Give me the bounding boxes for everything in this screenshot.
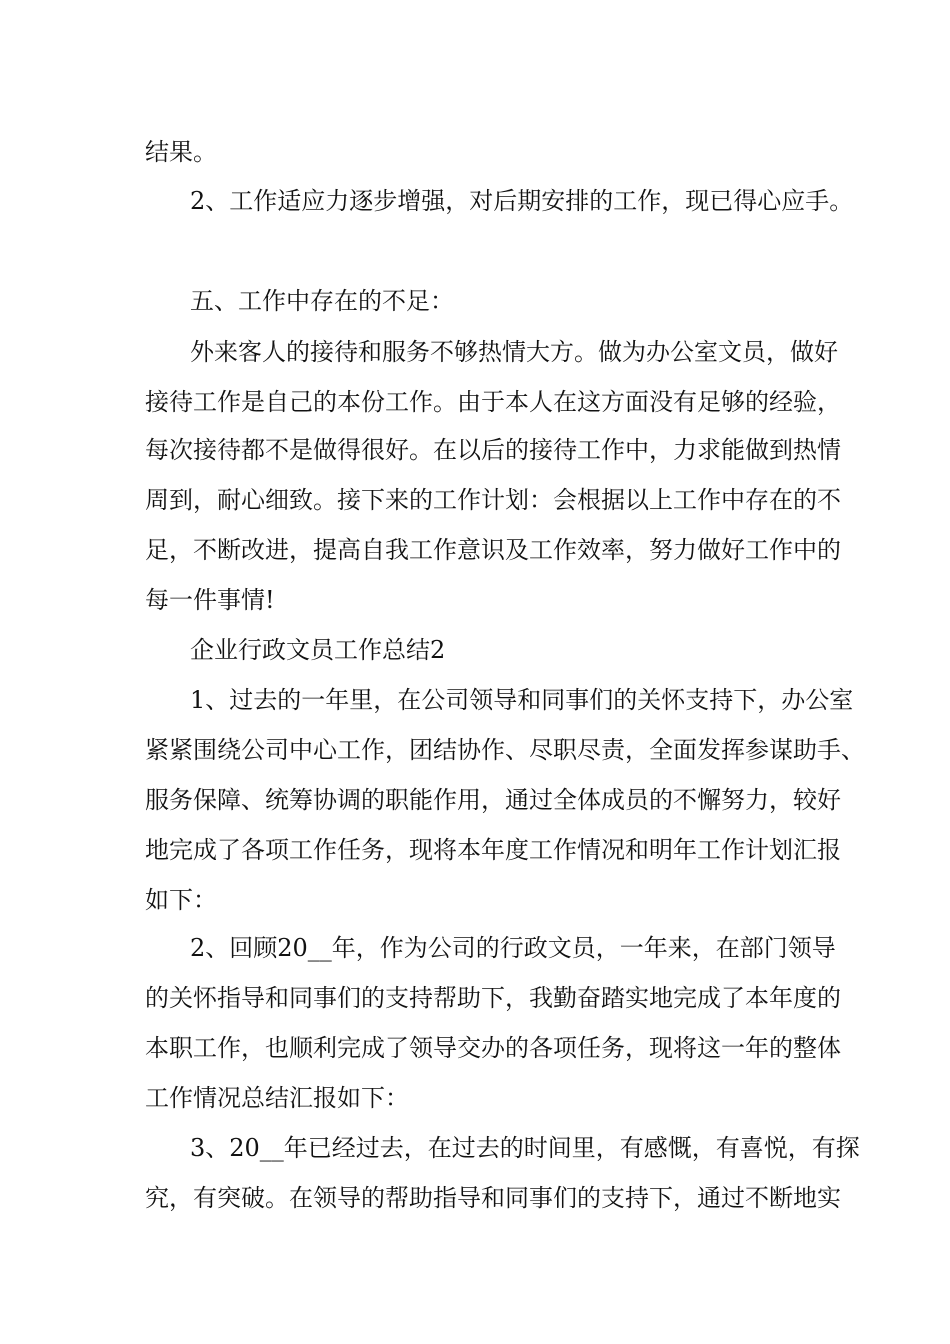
paragraph-line: 本职工作，也顺利完成了领导交办的各项任务，现将这一年的整体: [145, 1034, 841, 1062]
paragraph-line: 结果。: [145, 138, 217, 166]
paragraph-line: 周到，耐心细致。接下来的工作计划：会根据以上工作中存在的不: [145, 486, 841, 514]
paragraph-line: 工作情况总结汇报如下：: [145, 1084, 409, 1112]
paragraph-line: 紧紧围绕公司中心工作，团结协作、尽职尽责，全面发挥参谋助手、: [145, 736, 865, 764]
paragraph-line: 每次接待都不是做得很好。在以后的接待工作中，力求能做到热情: [145, 436, 841, 464]
paragraph-line: 如下：: [145, 886, 217, 914]
section-heading: 五、工作中存在的不足：: [190, 287, 454, 315]
paragraph-line: 1、过去的一年里，在公司领导和同事们的关怀支持下，办公室: [190, 686, 854, 714]
paragraph-line: 3、20__年已经过去，在过去的时间里，有感慨，有喜悦，有探: [190, 1134, 860, 1162]
paragraph-line: 2、工作适应力逐步增强，对后期安排的工作，现已得心应手。: [190, 187, 854, 215]
paragraph-line: 外来客人的接待和服务不够热情大方。做为办公室文员，做好: [190, 338, 838, 366]
paragraph-line: 接待工作是自己的本份工作。由于本人在这方面没有足够的经验，: [145, 388, 841, 416]
section-title: 企业行政文员工作总结2: [190, 636, 446, 664]
paragraph-line: 地完成了各项工作任务，现将本年度工作情况和明年工作计划汇报: [145, 836, 841, 864]
paragraph-line: 究，有突破。在领导的帮助指导和同事们的支持下，通过不断地实: [145, 1184, 841, 1212]
paragraph-line: 每一件事情!: [145, 586, 275, 614]
paragraph-line: 的关怀指导和同事们的支持帮助下，我勤奋踏实地完成了本年度的: [145, 984, 841, 1012]
paragraph-line: 服务保障、统筹协调的职能作用，通过全体成员的不懈努力，较好: [145, 786, 841, 814]
paragraph-line: 足，不断改进，提高自我工作意识及工作效率，努力做好工作中的: [145, 536, 841, 564]
paragraph-line: 2、回顾20__年，作为公司的行政文员，一年来，在部门领导: [190, 934, 836, 962]
